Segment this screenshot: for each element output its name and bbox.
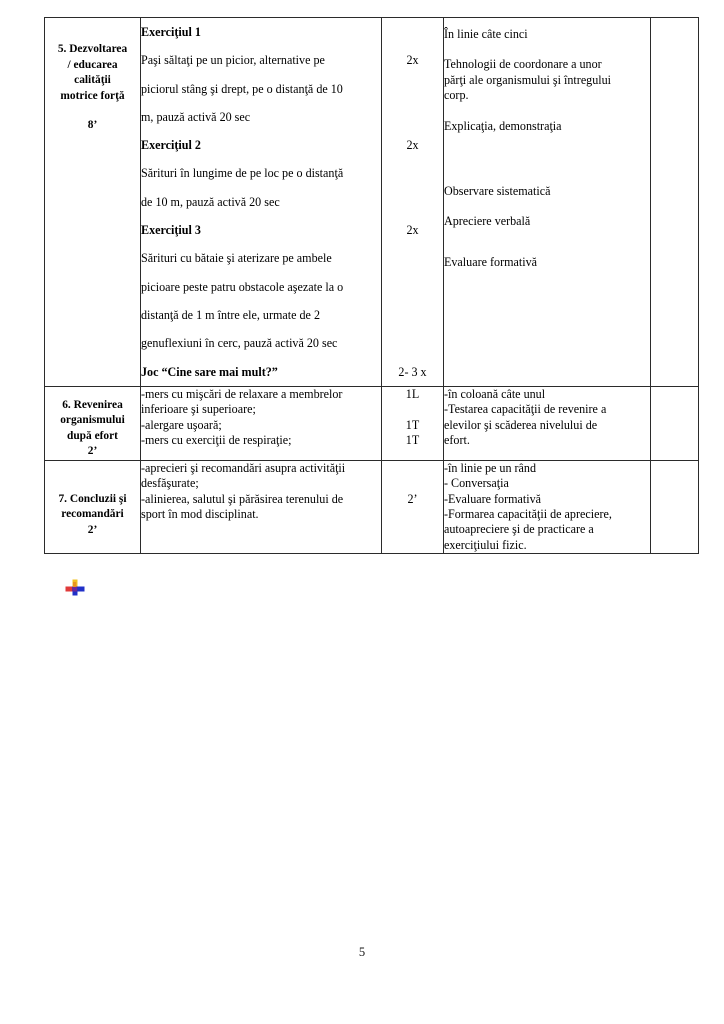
content-line: desfăşurate;: [141, 476, 199, 491]
dosage-line: 2x: [406, 138, 419, 153]
methodology-line: Explicaţia, demonstraţia: [444, 118, 562, 133]
content-line: -alergare uşoară;: [141, 417, 222, 432]
content-line: de 10 m, pauză activă 20 sec: [141, 194, 280, 209]
table-row: [45, 460, 699, 553]
dosage-line: [382, 18, 443, 46]
content-line: Paşi săltaţi pe un picior, alternative pe: [141, 53, 325, 68]
methodology-line: - Conversaţia: [444, 476, 509, 491]
dosage-line: [382, 402, 443, 417]
methodology-line: elevilor şi scăderea nivelului de: [444, 417, 598, 432]
content-cell: [141, 460, 382, 553]
methodology-line: -Evaluare formativă: [444, 491, 542, 506]
stage-title-line: organismului: [60, 414, 125, 427]
stage-cell: [45, 460, 141, 553]
dosage-line: [382, 507, 443, 522]
dosage-line: 2’: [407, 491, 418, 506]
extra-cell: [651, 386, 699, 460]
methodology-line: Tehnologii de coordonare a unor: [444, 57, 602, 72]
stage-duration: 2’: [87, 445, 98, 458]
dosage-cell: [382, 18, 444, 387]
spacer: [444, 18, 650, 27]
methodology-cell: [444, 18, 651, 387]
table-row: [45, 18, 699, 387]
stage-title-block: [45, 18, 140, 134]
content-line: picioare peste patru obstacole aşezate la o: [141, 279, 344, 294]
stage-title-line: după efort: [67, 429, 118, 442]
dosage-line: 1T: [405, 417, 420, 432]
content-line: Exerciţiul 3: [141, 223, 201, 238]
dosage-line: 1L: [405, 386, 420, 401]
methodology-line: efort.: [444, 433, 470, 448]
methodology-line: -Formarea capacităţii de apreciere,: [444, 507, 612, 522]
methodology-line: exerciţiului fizic.: [444, 537, 527, 552]
stage-title-block: [45, 387, 140, 460]
content-line: Sărituri în lungime de pe loc pe o distanţă: [141, 166, 344, 181]
pinwheel-icon: [64, 578, 86, 600]
stage-title-block: [45, 461, 140, 539]
dosage-line: 1T: [405, 433, 420, 448]
dosage-line: [382, 329, 443, 357]
stage-duration: 8’: [87, 119, 98, 131]
content-line: piciorul stâng şi drept, pe o distanţă de 10: [141, 81, 343, 96]
methodology-line: corp.: [444, 88, 469, 103]
stage-cell: [45, 18, 141, 387]
content-line: -alinierea, salutul şi părăsirea terenului de: [141, 491, 344, 506]
dosage-line: 2x: [406, 223, 419, 238]
dosage-line: [382, 244, 443, 272]
content-line: Exerciţiul 2: [141, 138, 201, 153]
stage-duration: 2’: [87, 523, 98, 536]
dosage-line: [382, 188, 443, 216]
content-line: genuflexiuni în cerc, pauză activă 20 sec: [141, 336, 338, 351]
dosage-line: [382, 476, 443, 491]
content-line: -mers cu mişcări de relaxare a membrelor: [141, 386, 343, 401]
methodology-line: Observare sistematică: [444, 184, 551, 199]
dosage-line: 2- 3 x: [398, 364, 427, 379]
dosage-line: [382, 461, 443, 476]
stage-cell: [45, 386, 141, 460]
dosage-line: [382, 301, 443, 329]
content-line: Joc “Cine sare mai mult?”: [141, 364, 278, 379]
methodology-line: părţi ale organismului şi întregului: [444, 72, 612, 87]
methodology-line: -în coloană câte unul: [444, 386, 546, 401]
methodology-line: Evaluare formativă: [444, 254, 538, 269]
stage-title-line: recomandări: [61, 508, 124, 521]
content-line: -aprecieri şi recomandări asupra activităţii: [141, 460, 346, 475]
methodology-line: În linie câte cinci: [444, 27, 528, 41]
lesson-plan-table: [44, 17, 699, 554]
content-line: Sărituri cu bătaie şi aterizare pe ambele: [141, 251, 332, 266]
methodology-line: -Testarea capacităţii de revenire a: [444, 402, 607, 417]
stage-title-line: 6. Revenirea: [62, 398, 123, 411]
stage-title-line: 5. Dezvoltarea: [57, 43, 128, 55]
extra-cell: [651, 18, 699, 387]
content-line: Exerciţiul 1: [141, 25, 201, 39]
content-line: m, pauză activă 20 sec: [141, 109, 251, 124]
dosage-cell: [382, 386, 444, 460]
content-cell: [141, 18, 382, 387]
methodology-cell: [444, 386, 651, 460]
stage-title-line: / educarea: [67, 58, 118, 71]
stage-title-line: motrice forţă: [60, 89, 125, 102]
content-line: -mers cu exerciţii de respiraţie;: [141, 433, 292, 448]
page-number: 5: [358, 945, 366, 959]
dosage-line: 2x: [406, 53, 419, 68]
methodology-line: Apreciere verbală: [444, 214, 531, 229]
extra-cell: [651, 460, 699, 553]
stage-title-line: 7. Concluzii şi: [58, 492, 127, 505]
dosage-line: [382, 273, 443, 301]
content-line: sport în mod disciplinat.: [141, 507, 259, 522]
methodology-cell: [444, 460, 651, 553]
dosage-line: [382, 103, 443, 131]
content-cell: [141, 386, 382, 460]
content-line: inferioare şi superioare;: [141, 402, 256, 417]
stage-title-line: calităţii: [74, 74, 111, 86]
dosage-line: [382, 159, 443, 187]
dosage-line: [382, 75, 443, 103]
dosage-cell: [382, 460, 444, 553]
table-row: [45, 386, 699, 460]
methodology-line: -în linie pe un rând: [444, 460, 537, 475]
methodology-line: autoapreciere şi de practicare a: [444, 522, 594, 537]
content-line: distanţă de 1 m între ele, urmate de 2: [141, 307, 320, 322]
